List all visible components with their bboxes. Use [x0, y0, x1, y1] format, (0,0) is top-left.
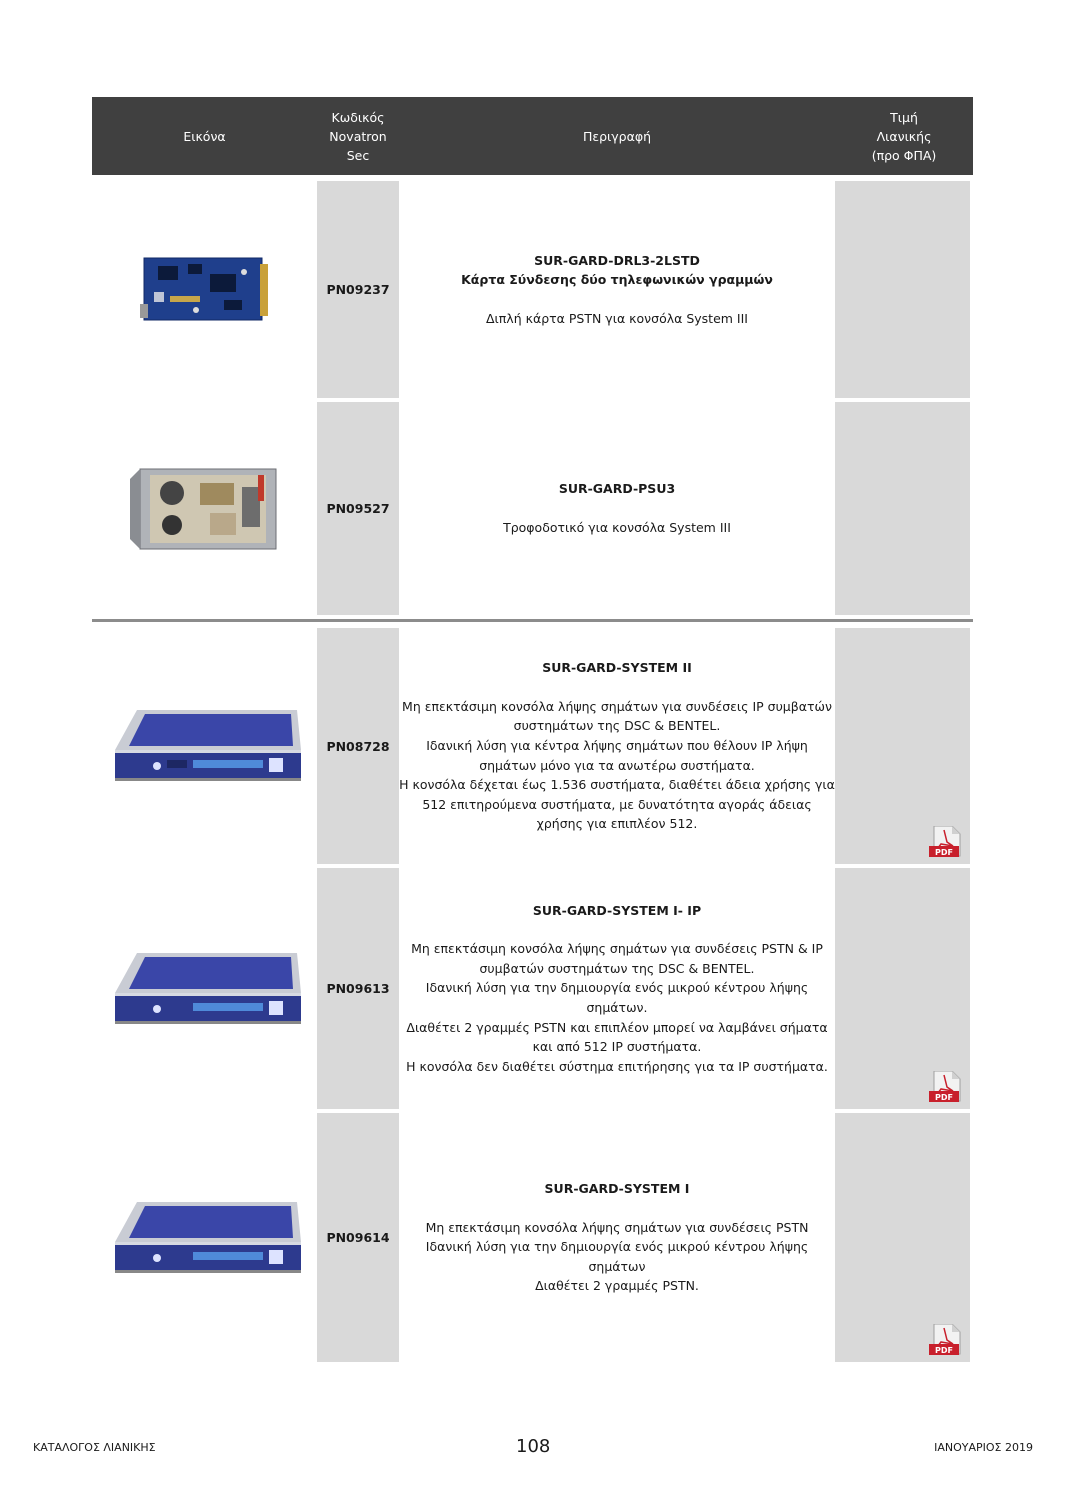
description-line: σημάτων.: [586, 1000, 648, 1015]
product-subtitle: Κάρτα Σύνδεσης δύο τηλεφωνικών γραμμών: [461, 272, 773, 288]
header-image: Εικόνα: [183, 128, 226, 144]
receiver-console-image: [107, 1198, 303, 1278]
description-line: Η κονσόλα δέχεται έως 1.536 συστήματα, διαθέτει άδεια χρήσης για: [399, 777, 835, 793]
product-title: SUR-GARD-SYSTEM I: [544, 1181, 690, 1197]
description-line: Διαθέτει 2 γραμμές PSTN και επιπλέον μπορεί να λαμβάνει σήματα: [406, 1019, 828, 1035]
header-description: Περιγραφή: [582, 128, 652, 144]
pdf-icon[interactable]: [928, 826, 962, 858]
table-row: [92, 1113, 973, 1362]
pdf-icon[interactable]: [928, 1324, 962, 1356]
description-line: σημάτων: [588, 1258, 646, 1274]
pdf-icon-label: PDF: [935, 848, 953, 857]
product-description: [399, 868, 835, 1109]
price-cell: [835, 402, 970, 615]
power-supply-image: [130, 463, 280, 555]
description-line: Μη επεκτάσιμη κονσόλα λήψης σημάτων για συνδέσεις PSTN: [425, 1219, 809, 1235]
pdf-icon-label: PDF: [935, 1093, 953, 1102]
description-line: Μη επεκτάσιμη κονσόλα λήψης σημάτων για συνδέσεις IP συμβατών: [402, 698, 832, 714]
receiver-console-image: [107, 949, 303, 1029]
header-code-line: Κωδικός: [331, 109, 385, 125]
description-line: Ιδανική λύση για την δημιουργία ενός μικρού κέντρου λήψης: [425, 1239, 809, 1255]
product-image-cell: [92, 181, 317, 398]
description-line: Μη επεκτάσιμη κονσόλα λήψης σημάτων για συνδέσεις PSTN & IP: [411, 941, 823, 957]
footer-date: ΙΑΝΟΥΑΡΙΟΣ 2019: [934, 1441, 1033, 1454]
product-description: [399, 181, 835, 398]
header-price: [835, 108, 973, 165]
price-cell: [835, 181, 970, 398]
product-title: SUR-GARD-SYSTEM I- IP: [532, 902, 702, 918]
header-price-line: (προ ΦΠΑ): [871, 147, 937, 163]
table-row: [92, 628, 973, 864]
description-line: 512 επιτηρούμενα συστήματα, με δυνατότητα αγοράς άδειας: [422, 796, 812, 812]
description-line: Ιδανική λύση για την δημιουργία ενός μικρού κέντρου λήψης: [425, 980, 809, 996]
description-line: και από 512 IP συστήματα.: [532, 1039, 702, 1055]
product-description: [399, 1113, 835, 1362]
price-cell: [835, 628, 970, 864]
product-image-cell: [92, 1113, 317, 1362]
product-code: PN09613: [317, 868, 399, 1109]
product-code: PN09614: [317, 1113, 399, 1362]
price-cell: [835, 1113, 970, 1362]
footer-catalog-title: ΚΑΤΑΛΟΓΟΣ ΛΙΑΝΙΚΗΣ: [33, 1441, 156, 1454]
description-line: Διπλή κάρτα PSTN για κονσόλα System III: [486, 310, 748, 326]
table-row: [92, 868, 973, 1109]
product-title: SUR-GARD-PSU3: [558, 481, 676, 497]
header-price-line: Λιανικής: [876, 128, 932, 144]
description-line: συστημάτων της DSC & BENTEL.: [513, 718, 721, 734]
product-description: [399, 402, 835, 615]
product-description: [399, 628, 835, 864]
table-row: [92, 181, 973, 398]
pcb-card-image: [140, 254, 270, 326]
header-code: [317, 108, 399, 165]
description-line: Τροφοδοτικό για κονσόλα System III: [503, 520, 731, 535]
description-line: Ιδανική λύση για κέντρα λήψης σημάτων που θέλουν IP λήψη: [426, 737, 808, 753]
product-title: SUR-GARD-DRL3-2LSTD: [534, 252, 700, 268]
product-image-cell: [92, 868, 317, 1109]
header-code-line: Sec: [346, 147, 370, 163]
product-code: PN08728: [317, 628, 399, 864]
pdf-icon-label: PDF: [935, 1346, 953, 1355]
price-table: [92, 97, 973, 1355]
header-code-line: Novatron: [329, 128, 387, 144]
table-header: [92, 97, 973, 175]
header-price-line: Τιμή: [890, 109, 918, 125]
price-cell: [835, 868, 970, 1109]
product-code: PN09237: [317, 181, 399, 398]
section-divider: [92, 619, 973, 622]
table-row: [92, 402, 973, 615]
description-line: συμβατών συστημάτων της DSC & BENTEL.: [479, 960, 755, 976]
page-number: 108: [516, 1436, 551, 1457]
product-title: SUR-GARD-SYSTEM II: [542, 660, 692, 676]
product-code: PN09527: [317, 402, 399, 615]
description-line: Η κονσόλα δεν διαθέτει σύστημα επιτήρησης για τα IP συστήματα.: [406, 1058, 828, 1074]
product-image-cell: [92, 628, 317, 864]
description-line: σημάτων μόνο για τα ανωτέρω συστήματα.: [479, 757, 755, 773]
product-image-cell: [92, 402, 317, 615]
description-line: Διαθέτει 2 γραμμές PSTN.: [535, 1278, 699, 1294]
description-line: χρήσης για επιπλέον 512.: [536, 816, 698, 832]
receiver-console-image: [107, 706, 303, 786]
pdf-icon[interactable]: [928, 1071, 962, 1103]
